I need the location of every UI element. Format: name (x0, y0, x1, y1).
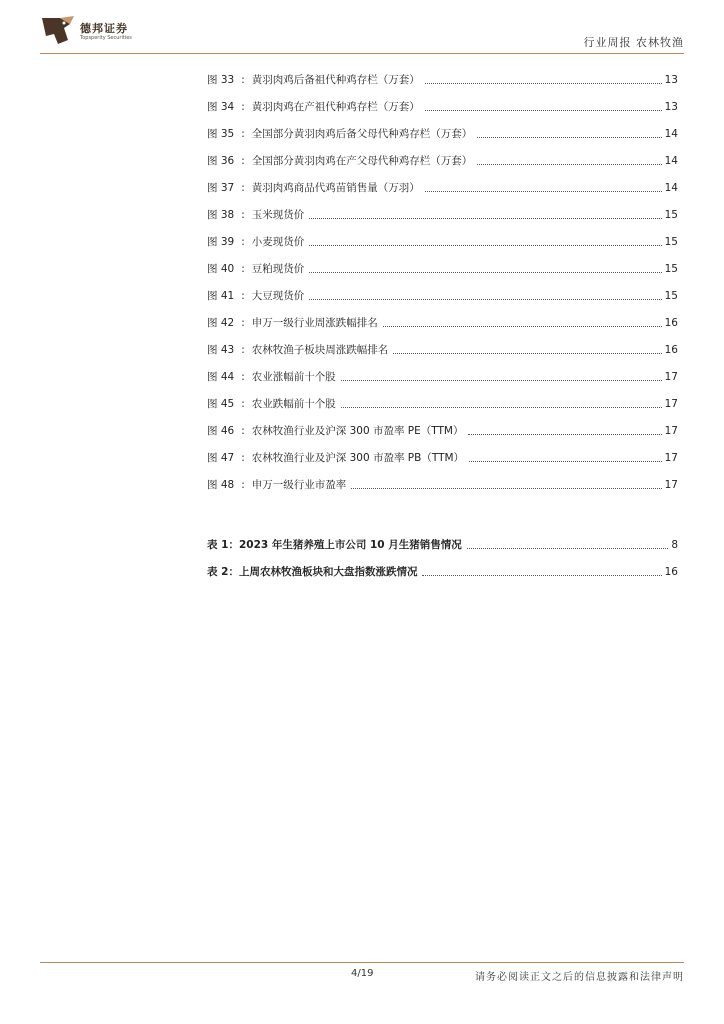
toc-table-entry[interactable] (207, 558, 678, 585)
leader-dots (425, 83, 662, 84)
leader-dots (468, 434, 661, 435)
page-ref: 17 (664, 397, 678, 410)
logo-mark-icon (40, 14, 76, 48)
toc-figure-entry[interactable] (207, 471, 678, 498)
separator: : (241, 74, 245, 86)
page-ref: 13 (664, 100, 678, 113)
leader-dots (309, 299, 661, 300)
separator: : (241, 398, 245, 410)
figure-number: 图 33 (207, 74, 235, 86)
leader-dots (341, 407, 662, 408)
separator: : (241, 209, 245, 221)
separator: : (241, 479, 245, 491)
figure-number: 图 40 (207, 263, 235, 275)
figure-number: 图 42 (207, 317, 235, 329)
leader-dots (477, 164, 661, 165)
figure-number: 图 37 (207, 182, 235, 194)
figure-title: 小麦现货价 (251, 236, 305, 248)
figure-title: 全国部分黄羽肉鸡在产父母代种鸡存栏（万套） (251, 155, 473, 167)
page-ref: 13 (664, 73, 678, 86)
logo-text-cn: 德邦证券 (80, 22, 128, 35)
toc-figure-entry[interactable] (207, 390, 678, 417)
toc-figure-entry[interactable] (207, 174, 678, 201)
figure-title: 豆粕现货价 (251, 263, 305, 275)
leader-dots (309, 272, 661, 273)
page-ref: 15 (664, 208, 678, 221)
footer-divider (40, 962, 684, 963)
separator: : (241, 290, 245, 302)
toc-figure-entry[interactable] (207, 255, 678, 282)
separator: : (241, 101, 245, 113)
toc-figure-entry[interactable] (207, 336, 678, 363)
page-ref: 16 (664, 565, 678, 578)
leader-dots (477, 137, 661, 138)
table-title: 表 1：2023 年生猪养殖上市公司 10 月生猪销售情况 (207, 539, 462, 551)
logo-text-en: Topsperity Securities (80, 35, 132, 41)
figure-title: 农业跌幅前十个股 (251, 398, 336, 410)
toc-figure-entry[interactable] (207, 363, 678, 390)
toc-figure-entry[interactable] (207, 93, 678, 120)
separator: : (241, 344, 245, 356)
table-title: 表 2：上周农林牧渔板块和大盘指数涨跌情况 (207, 566, 418, 578)
page-ref: 17 (664, 451, 678, 464)
figure-title: 农林牧渔行业及沪深 300 市盈率 PE（TTM） (251, 425, 464, 437)
table-list (207, 531, 678, 585)
leader-dots (341, 380, 662, 381)
leader-dots (422, 575, 661, 576)
page-ref: 17 (664, 478, 678, 491)
figure-title: 黄羽肉鸡在产祖代种鸡存栏（万套） (251, 101, 420, 113)
figure-number: 图 39 (207, 236, 235, 248)
page-ref: 8 (671, 538, 678, 551)
figure-title: 黄羽肉鸡商品代鸡苗销售量（万羽） (251, 182, 420, 194)
toc-figure-entry[interactable] (207, 66, 678, 93)
separator: : (241, 371, 245, 383)
figure-title: 申万一级行业市盈率 (251, 479, 347, 491)
page-ref: 14 (664, 181, 678, 194)
toc-figure-entry[interactable] (207, 120, 678, 147)
figure-number: 图 35 (207, 128, 235, 140)
separator: : (241, 236, 245, 248)
figure-title: 农业涨幅前十个股 (251, 371, 336, 383)
page-header (40, 12, 684, 54)
figure-title: 农林牧渔行业及沪深 300 市盈率 PB（TTM） (251, 452, 465, 464)
leader-dots (351, 488, 661, 489)
figure-number: 图 45 (207, 398, 235, 410)
leader-dots (425, 110, 662, 111)
toc-figure-entry[interactable] (207, 147, 678, 174)
figure-number: 图 38 (207, 209, 235, 221)
figure-title: 申万一级行业周涨跌幅排名 (251, 317, 378, 329)
figure-number: 图 47 (207, 452, 235, 464)
leader-dots (425, 191, 662, 192)
figure-number: 图 46 (207, 425, 235, 437)
disclaimer-note: 请务必阅读正文之后的信息披露和法律声明 (475, 972, 684, 983)
separator: : (241, 425, 245, 437)
company-logo (40, 14, 160, 48)
separator: : (241, 155, 245, 167)
toc-figure-entry[interactable] (207, 282, 678, 309)
figure-title: 玉米现货价 (251, 209, 305, 221)
page-number: 4/19 (351, 968, 374, 979)
leader-dots (309, 245, 661, 246)
page-ref: 17 (664, 424, 678, 437)
toc-table-entry[interactable] (207, 531, 678, 558)
leader-dots (309, 218, 661, 219)
figure-number: 图 41 (207, 290, 235, 302)
separator: : (241, 128, 245, 140)
page-ref: 16 (664, 316, 678, 329)
page-ref: 15 (664, 262, 678, 275)
separator: : (241, 182, 245, 194)
figure-number: 图 48 (207, 479, 235, 491)
figure-title: 黄羽肉鸡后备祖代种鸡存栏（万套） (251, 74, 420, 86)
separator: : (241, 452, 245, 464)
toc-figure-entry[interactable] (207, 444, 678, 471)
figure-number: 图 34 (207, 101, 235, 113)
toc-figure-entry[interactable] (207, 417, 678, 444)
leader-dots (393, 353, 661, 354)
page-ref: 17 (664, 370, 678, 383)
separator: : (241, 317, 245, 329)
page-ref: 15 (664, 289, 678, 302)
separator: : (241, 263, 245, 275)
page-ref: 14 (664, 127, 678, 140)
figure-title: 大豆现货价 (251, 290, 305, 302)
toc-figure-entry[interactable] (207, 228, 678, 255)
leader-dots (469, 461, 662, 462)
toc-figure-entry[interactable] (207, 309, 678, 336)
figure-title: 全国部分黄羽肉鸡后备父母代种鸡存栏（万套） (251, 128, 473, 140)
leader-dots (467, 548, 669, 549)
page-ref: 16 (664, 343, 678, 356)
leader-dots (383, 326, 662, 327)
figure-list (207, 66, 678, 498)
figure-title: 农林牧渔子板块周涨跌幅排名 (251, 344, 389, 356)
page-ref: 15 (664, 235, 678, 248)
header-divider (40, 53, 684, 54)
figure-number: 图 36 (207, 155, 235, 167)
page-ref: 14 (664, 154, 678, 167)
figure-number: 图 43 (207, 344, 235, 356)
figure-number: 图 44 (207, 371, 235, 383)
report-category: 行业周报 农林牧渔 (583, 36, 684, 49)
toc-figure-entry[interactable] (207, 201, 678, 228)
